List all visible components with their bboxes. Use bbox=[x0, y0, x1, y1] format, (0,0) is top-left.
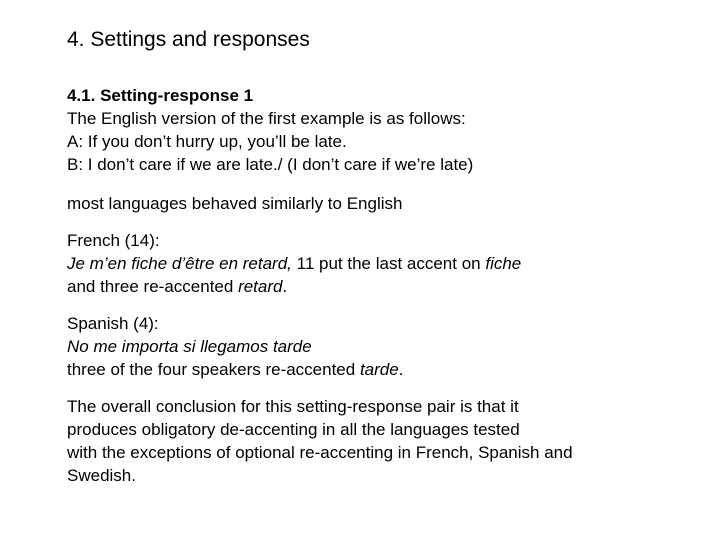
spanish-line3-word: tarde bbox=[359, 360, 399, 379]
spanish-example: No me importa si llegamos tarde bbox=[67, 337, 312, 356]
summary-block bbox=[67, 192, 687, 215]
french-example-word: fiche bbox=[485, 254, 522, 273]
spanish-line3-end: . bbox=[398, 360, 404, 379]
french-label: French (14): bbox=[67, 231, 160, 250]
slide bbox=[67, 24, 687, 487]
french-example-line bbox=[67, 252, 687, 275]
spanish-label: Spanish (4): bbox=[67, 314, 159, 333]
conclusion-line-4: Swedish. bbox=[67, 466, 136, 485]
french-example-italic: Je m’en fiche d’être en retard, bbox=[67, 254, 292, 273]
example-line-a: A: If you don’t hurry up, you’ll be late. bbox=[67, 132, 347, 151]
section-heading: 4.1. Setting-response 1 bbox=[67, 86, 254, 105]
intro-text: The English version of the first example is as follows: bbox=[67, 109, 466, 128]
conclusion-block bbox=[67, 395, 687, 487]
conclusion-line-3: with the exceptions of optional re-accenting in French, Spanish and bbox=[67, 443, 573, 462]
summary-text: most languages behaved similarly to English bbox=[67, 194, 403, 213]
french-example-rest: 11 put the last accent on bbox=[291, 254, 486, 273]
slide-body bbox=[67, 84, 687, 487]
spanish-block bbox=[67, 312, 687, 381]
example-line-b: B: I don’t care if we are late./ (I don’t care if we’re late) bbox=[67, 155, 474, 174]
conclusion-line-2: produces obligatory de-accenting in all the languages tested bbox=[67, 420, 520, 439]
french-line3-text: and three re-accented bbox=[67, 277, 239, 296]
spanish-line3 bbox=[67, 358, 687, 381]
french-line3-end: . bbox=[282, 277, 288, 296]
french-line3 bbox=[67, 275, 687, 298]
page-title: 4. Settings and responses bbox=[67, 28, 310, 51]
conclusion-line-1: The overall conclusion for this setting-response pair is that it bbox=[67, 397, 519, 416]
french-block bbox=[67, 229, 687, 298]
french-line3-word: retard bbox=[238, 277, 283, 296]
setting-response-block bbox=[67, 84, 687, 176]
spanish-line3-text: three of the four speakers re-accented bbox=[67, 360, 360, 379]
